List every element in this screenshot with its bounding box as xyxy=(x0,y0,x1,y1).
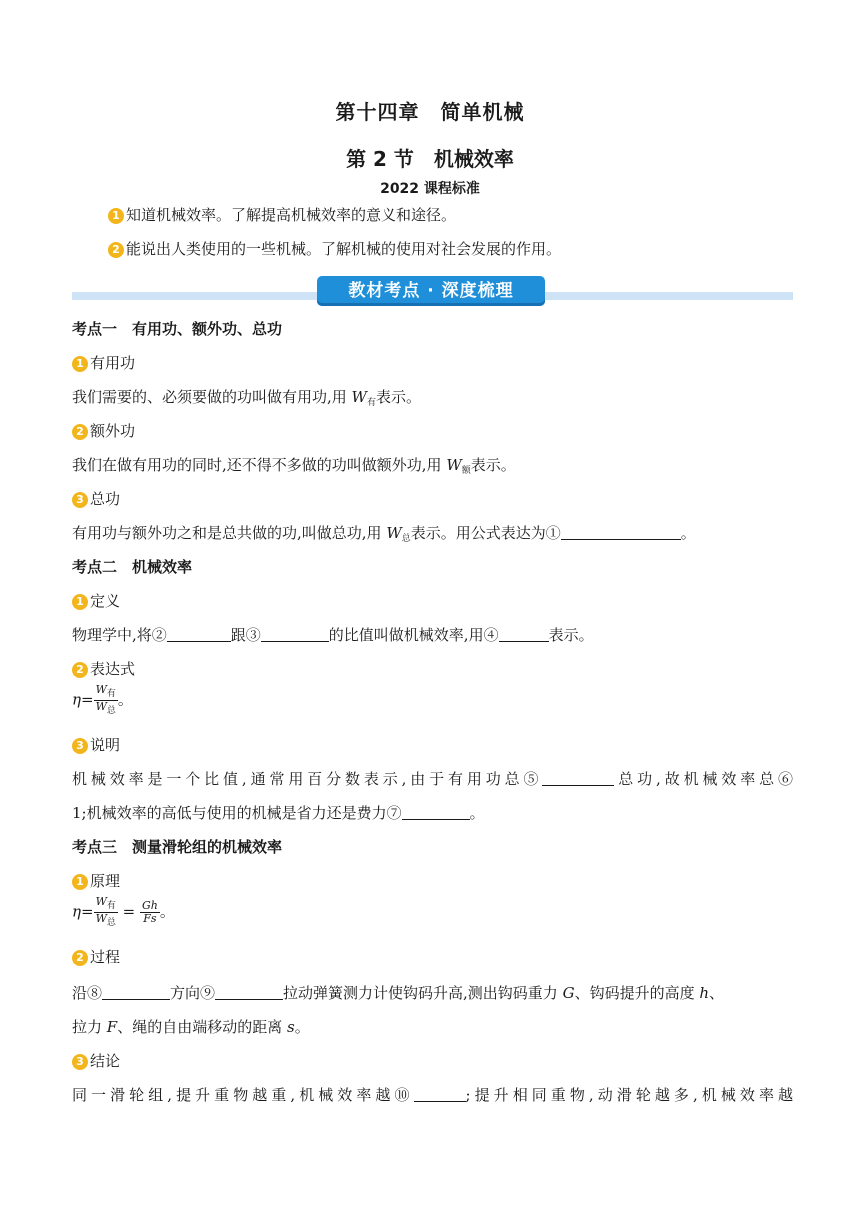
chapter-title: 第十四章 简单机械 xyxy=(335,100,525,124)
efficiency-fraction: $\frac{W_有}{W_总}$ xyxy=(95,895,116,928)
fill-blank-3[interactable] xyxy=(261,625,329,642)
fill-blank-7[interactable] xyxy=(402,803,470,820)
kp2-formula: η= $\frac{W_有}{W_总}$ 。 xyxy=(72,683,133,716)
number-badge-icon: 1 xyxy=(72,594,88,610)
standard-text: 能说出人类使用的一些机械。了解机械的使用对社会发展的作用。 xyxy=(126,240,562,258)
kp2-sub1-text: 物理学中,将② 跟③ 的比值叫做机械效率,用④ 表示。 xyxy=(72,626,594,644)
number-badge-icon: 1 xyxy=(108,208,124,224)
number-badge-icon: 2 xyxy=(108,242,124,258)
kp2-sub3-title: 3 说明 xyxy=(72,734,120,756)
kp3-sub2-text-line2: 拉力 F、绳的自由端移动的距离 s。 xyxy=(72,1018,310,1036)
number-badge-icon: 3 xyxy=(72,492,88,508)
kp1-sub1-text: 我们需要的、必须要做的功叫做有用功,用 $W_有$表示。 xyxy=(72,388,421,408)
kp2-heading: 考点二 机械效率 xyxy=(72,558,193,576)
number-badge-icon: 1 xyxy=(72,874,88,890)
kp2-sub1-title: 1 定义 xyxy=(72,590,120,612)
kp3-sub2-title: 2 过程 xyxy=(72,946,120,968)
efficiency-fraction: $\frac{W_有}{W_总}$ xyxy=(95,683,116,716)
kp2-sub3-text-line1: 机械效率是一个比值,通常用百分数表示,由于有用功总⑤ 总功,故机械效率总⑥ xyxy=(72,770,793,788)
standard-item-1 xyxy=(108,204,456,226)
kp3-formula: η= $\frac{W_有}{W_总}$ = $\frac{Gh}{Fs}$ 。 xyxy=(72,895,175,928)
kp1-heading: 考点一 有用功、额外功、总功 xyxy=(72,320,283,338)
fill-blank-1[interactable] xyxy=(561,523,681,540)
number-badge-icon: 1 xyxy=(72,356,88,372)
fill-blank-4[interactable] xyxy=(499,625,549,642)
number-badge-icon: 3 xyxy=(72,738,88,754)
number-badge-icon: 2 xyxy=(72,424,88,440)
section-title: 第 2 节 机械效率 xyxy=(346,147,514,171)
kp2-sub3-text-line2: 1;机械效率的高低与使用的机械是省力还是费力⑦ 。 xyxy=(72,804,485,822)
fill-blank-8[interactable] xyxy=(102,983,170,1000)
kp3-sub3-text-line1: 同一滑轮组,提升重物越重,机械效率越⑩ ;提升相同重物,动滑轮越多,机械效率越 xyxy=(72,1086,793,1104)
kp3-sub3-title: 3 结论 xyxy=(72,1050,120,1072)
fill-blank-9[interactable] xyxy=(215,983,283,1000)
gh-fs-fraction: $\frac{Gh}{Fs}$ xyxy=(142,899,158,925)
number-badge-icon: 2 xyxy=(72,662,88,678)
number-badge-icon: 2 xyxy=(72,950,88,966)
standard-text: 知道机械效率。了解提高机械效率的意义和途径。 xyxy=(126,206,457,224)
standard-title: 2022 课程标准 xyxy=(380,181,480,197)
kp1-sub3-title: 3 总功 xyxy=(72,488,120,510)
number-badge-icon: 3 xyxy=(72,1054,88,1070)
fill-blank-5[interactable] xyxy=(542,769,614,786)
kp1-sub2-title: 2 额外功 xyxy=(72,420,135,442)
fill-blank-10[interactable] xyxy=(414,1085,466,1102)
standard-item-2 xyxy=(108,238,561,260)
kp3-sub2-text-line1: 沿⑧ 方向⑨ 拉动弹簧测力计使钩码升高,测出钩码重力 G、钩码提升的高度 h、 xyxy=(72,984,725,1002)
kp3-sub1-title: 1 原理 xyxy=(72,870,120,892)
kp1-sub2-text: 我们在做有用功的同时,还不得不多做的功叫做额外功,用 $W_额$表示。 xyxy=(72,456,516,476)
kp1-sub1-title: 1 有用功 xyxy=(72,352,135,374)
kp2-sub2-title: 2 表达式 xyxy=(72,658,135,680)
section-banner: 教材考点 · 深度梳理 xyxy=(317,276,545,306)
kp1-sub3-text: 有用功与额外功之和是总共做的功,叫做总功,用 $W_总$表示。用公式表达为① 。 xyxy=(72,524,696,544)
fill-blank-2[interactable] xyxy=(167,625,231,642)
kp3-heading: 考点三 测量滑轮组的机械效率 xyxy=(72,838,283,856)
